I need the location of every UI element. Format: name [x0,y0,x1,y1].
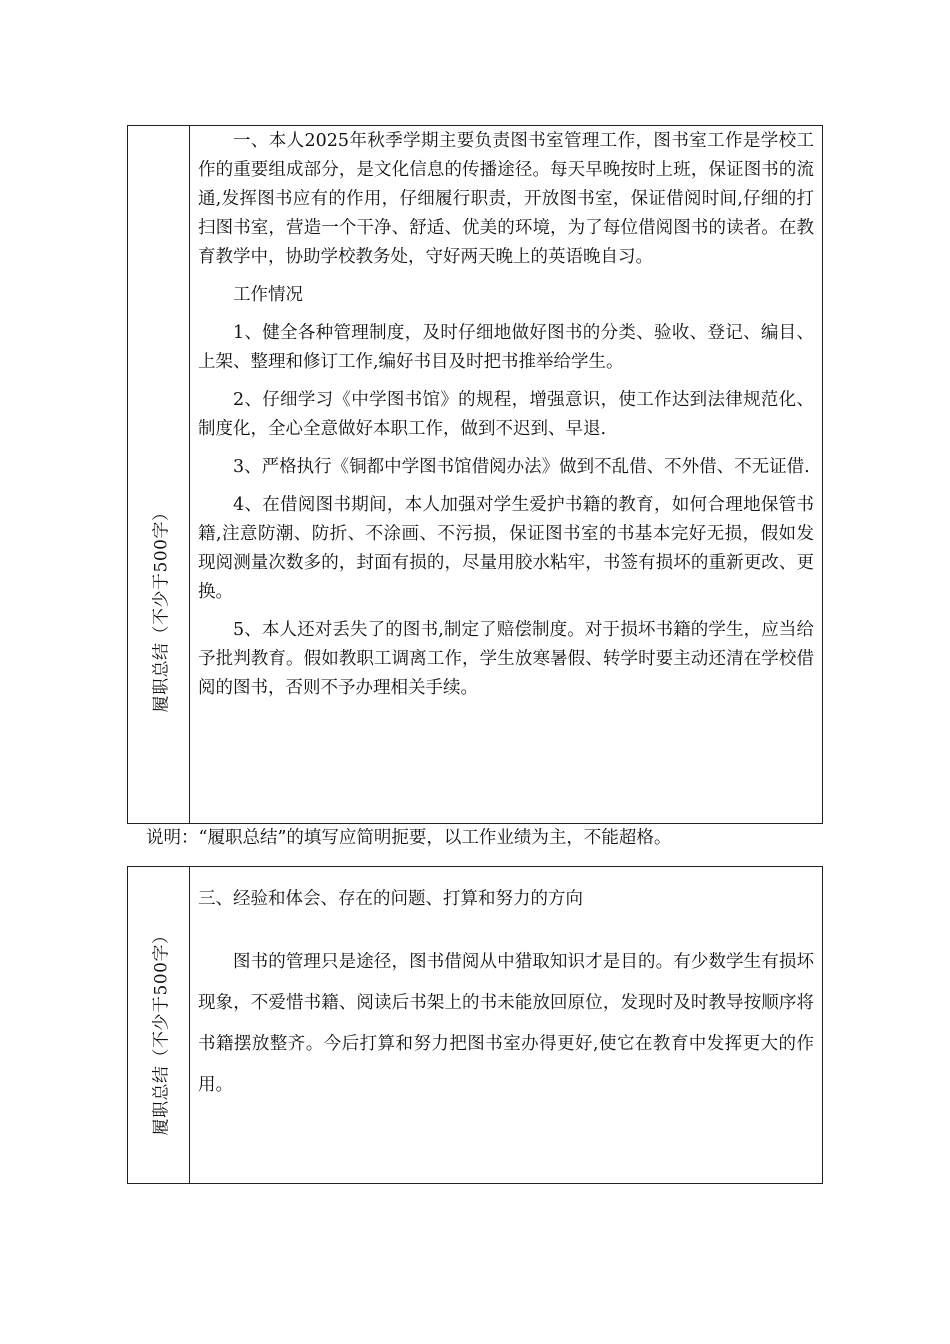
side-label: 履职总结（不少于500字） [151,926,171,1136]
work-item-3: 3、严格执行《铜都中学图书馆借阅办法》做到不乱借、不外借、不无证借. [233,457,810,477]
summary-content-cell [190,126,822,823]
summary-table-2 [127,866,823,1184]
summary-table-1 [127,125,823,824]
experience-content-cell [190,867,822,1183]
work-item-2: 2、仔细学习《中学图书馆》的规程，增强意识，使工作达到法律规范化、制度化，全心全意做好本职工作，做到不迟到、早退. [198,390,814,439]
work-status-heading: 工作情况 [233,285,303,305]
form-note: 说明：“履职总结”的填写应简明扼要，以工作业绩为主，不能超格。 [146,828,672,848]
work-item-1: 1、健全各种管理制度，及时仔细地做好图书的分类、验收、登记、编目、上架、整理和修订工作,编好书目及时把书推举给学生。 [198,323,814,372]
work-item-4: 4、在借阅图书期间，本人加强对学生爱护书籍的教育，如何合理地保管书籍,注意防潮、防折、不涂画、不污损，保证图书室的书基本完好无损，假如发现阅测量次数多的，封面有损的，尽量用胶水粘牢，书签有损坏的重新更改、更换。 [198,495,814,602]
work-item-5: 5、本人还对丢失了的图书,制定了赔偿制度。对于损坏书籍的学生，应当给予批判教育。假如教职工调离工作，学生放寒暑假、转学时要主动还清在学校借阅的图书，否则不予办理相关手续。 [198,620,814,698]
intro-paragraph: 一、本人2025年秋季学期主要负责图书室管理工作，图书室工作是学校工作的重要组成部分，是文化信息的传播途径。每天早晚按时上班，保证图书的流通,发挥图书应有的作用，仔细履行职责，开放图书室，保证借阅时间,仔细的打扫图书室，营造一个干净、舒适、优美的环境，为了每位借阅图书的读者。在教育教学中，协助学校教务处，守好两天晚上的英语晚自习。 [198,131,814,267]
side-label-cell [128,867,190,1183]
side-label-cell [128,126,190,823]
experience-paragraph: 图书的管理只是途径，图书借阅从中猎取知识才是目的。有少数学生有损坏现象，不爱惜书籍、阅读后书架上的书未能放回原位，发现时及时教导按顺序将书籍摆放整齐。今后打算和努力把图书室办得更好,使它在教育中发挥更大的作用。 [198,952,814,1095]
section-heading: 三、经验和体会、存在的问题、打算和努力的方向 [198,889,583,909]
side-label: 履职总结（不少于500字） [151,503,171,713]
